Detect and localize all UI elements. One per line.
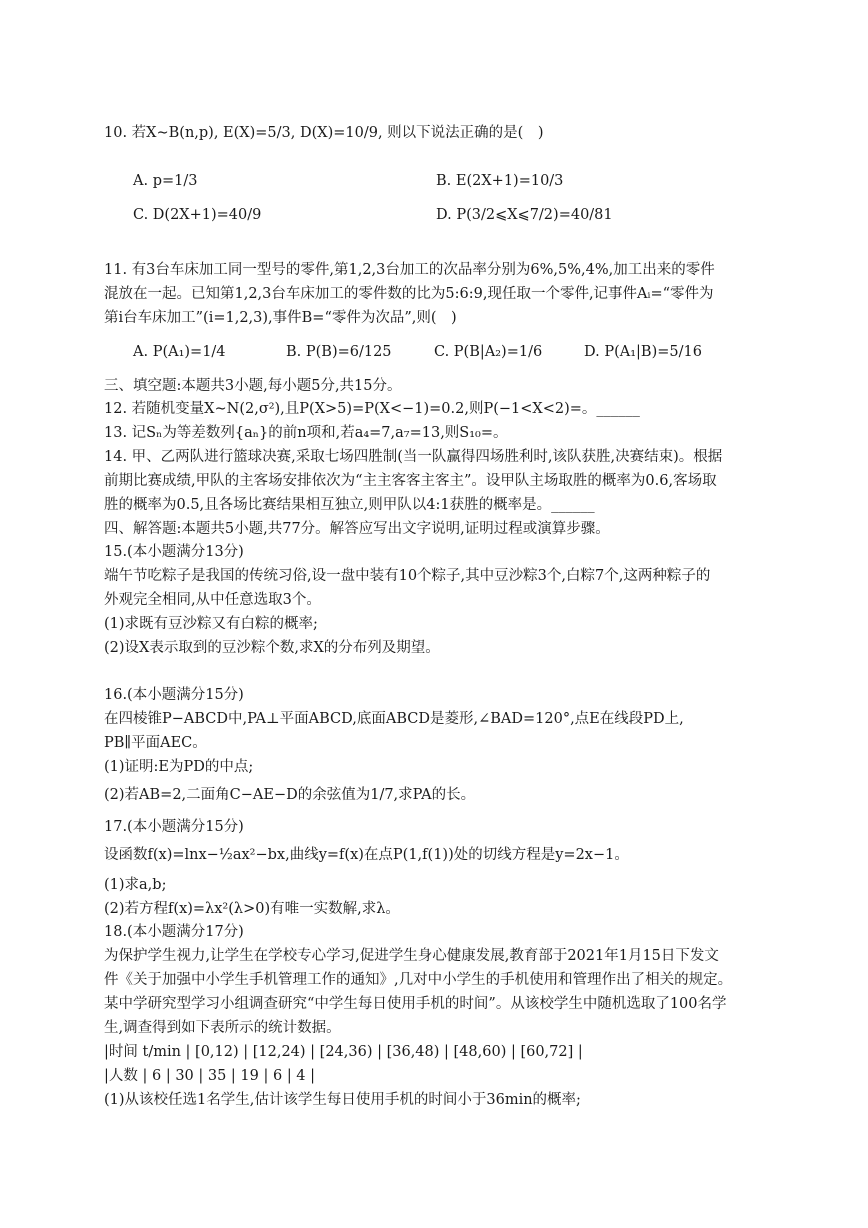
section-4-heading: 四、解答题:本题共5小题,共77分。解答应写出文字说明,证明过程或演算步骤。	[104, 521, 610, 537]
q18-line: 为保护学生视力,让学生在学校专心学习,促进学生身心健康发展,教育部于2021年1月15日下发文	[104, 948, 719, 964]
q15-line: 端午节吃粽子是我国的传统习俗,设一盘中装有10个粽子,其中豆沙粽3个,白粽7个,这两种粽子的	[104, 568, 711, 584]
q16-line: (2)若AB=2,二面角C−AE−D的余弦值为1/7,求PA的长。	[104, 787, 476, 803]
q11-option-c: C. P(B|A₂)=1/6	[434, 344, 543, 360]
section-3-heading: 三、填空题:本题共3小题,每小题5分,共15分。	[104, 378, 402, 394]
q11-line: 第i台车床加工”(i=1,2,3),事件B=“零件为次品”,则( )	[104, 310, 457, 326]
q15-line: (2)设X表示取到的豆沙粽个数,求X的分布列及期望。	[104, 640, 440, 656]
q18-line: 件《关于加强中小学生手机管理工作的通知》,几对中小学生的手机使用和管理作出了相关的规定。	[104, 972, 733, 988]
q14-line: 前期比赛成绩,甲队的主客场安排依次为“主主客客主客主”。设甲队主场取胜的概率为0.6,客场取	[104, 473, 717, 489]
q15-line: 15.(本小题满分13分)	[104, 544, 244, 560]
q16-line: (1)证明:E为PD的中点;	[104, 759, 254, 775]
q10-stem: 10. 若X∼B(n,p), E(X)=5/3, D(X)=10/9, 则以下说法正确的是( )	[104, 125, 544, 141]
q10-option-a: A. p=1/3	[133, 173, 198, 189]
q17-line: (2)若方程f(x)=λx²(λ>0)有唯一实数解,求λ。	[104, 901, 400, 917]
q13-text: 13. 记Sₙ为等差数列{aₙ}的前n项和,若a₄=7,a₇=13,则S₁₀=。	[104, 425, 508, 441]
q10-option-b: B. E(2X+1)=10/3	[436, 173, 564, 189]
q18-table-header: |时间 t/min | [0,12) | [12,24) | [24,36) | [36,48) | [48,60) | [60,72] |	[104, 1044, 583, 1060]
q11-option-d: D. P(A₁|B)=5/16	[584, 344, 702, 360]
q18-line: 某中学研究型学习小组调查研究“中学生每日使用手机的时间”。从该校学生中随机选取了100名学	[104, 996, 727, 1012]
q15-line: (1)求既有豆沙粽又有白粽的概率;	[104, 616, 318, 632]
q11-line: 11. 有3台车床加工同一型号的零件,第1,2,3台加工的次品率分别为6%,5%,4%,加工出来的零件	[104, 262, 715, 278]
q18-table-row: |人数 | 6 | 30 | 35 | 19 | 6 | 4 |	[104, 1068, 316, 1084]
q17-line: (1)求a,b;	[104, 877, 167, 893]
q10-option-d: D. P(3/2⩽X⩽7/2)=40/81	[436, 207, 613, 223]
q18-line: 18.(本小题满分17分)	[104, 924, 244, 940]
q11-option-a: A. P(A₁)=1/4	[133, 344, 226, 360]
q15-line: 外观完全相同,从中任意选取3个。	[104, 592, 321, 608]
q16-line: 16.(本小题满分15分)	[104, 687, 244, 703]
q17-line: 17.(本小题满分15分)	[104, 819, 244, 835]
q14-line: 14. 甲、乙两队进行篮球决赛,采取七场四胜制(当一队赢得四场胜利时,该队获胜,决赛结束)。根据	[104, 449, 723, 465]
q14-line: 胜的概率为0.5,且各场比赛结果相互独立,则甲队以4:1获胜的概率是。______	[104, 497, 595, 513]
q11-option-b: B. P(B)=6/125	[286, 344, 392, 360]
q16-line: 在四棱锥P−ABCD中,PA⊥平面ABCD,底面ABCD是菱形,∠BAD=120°,点E在线段PD上,	[104, 711, 684, 727]
q11-line: 混放在一起。已知第1,2,3台车床加工的零件数的比为5:6:9,现任取一个零件,记事件Aᵢ=“零件为	[104, 286, 714, 302]
q10-option-c: C. D(2X+1)=40/9	[133, 207, 262, 223]
q18-line: 生,调查得到如下表所示的统计数据。	[104, 1020, 341, 1036]
q17-line: 设函数f(x)=lnx−½ax²−bx,曲线y=f(x)在点P(1,f(1))处的切线方程是y=2x−1。	[104, 847, 629, 863]
q16-line: PB∥平面AEC。	[104, 735, 207, 751]
q18-line: (1)从该校任选1名学生,估计该学生每日使用手机的时间小于36min的概率;	[104, 1092, 581, 1108]
q12-text: 12. 若随机变量X∼N(2,σ²),且P(X>5)=P(X<−1)=0.2,则P(−1<X<2)=。______	[104, 401, 640, 417]
